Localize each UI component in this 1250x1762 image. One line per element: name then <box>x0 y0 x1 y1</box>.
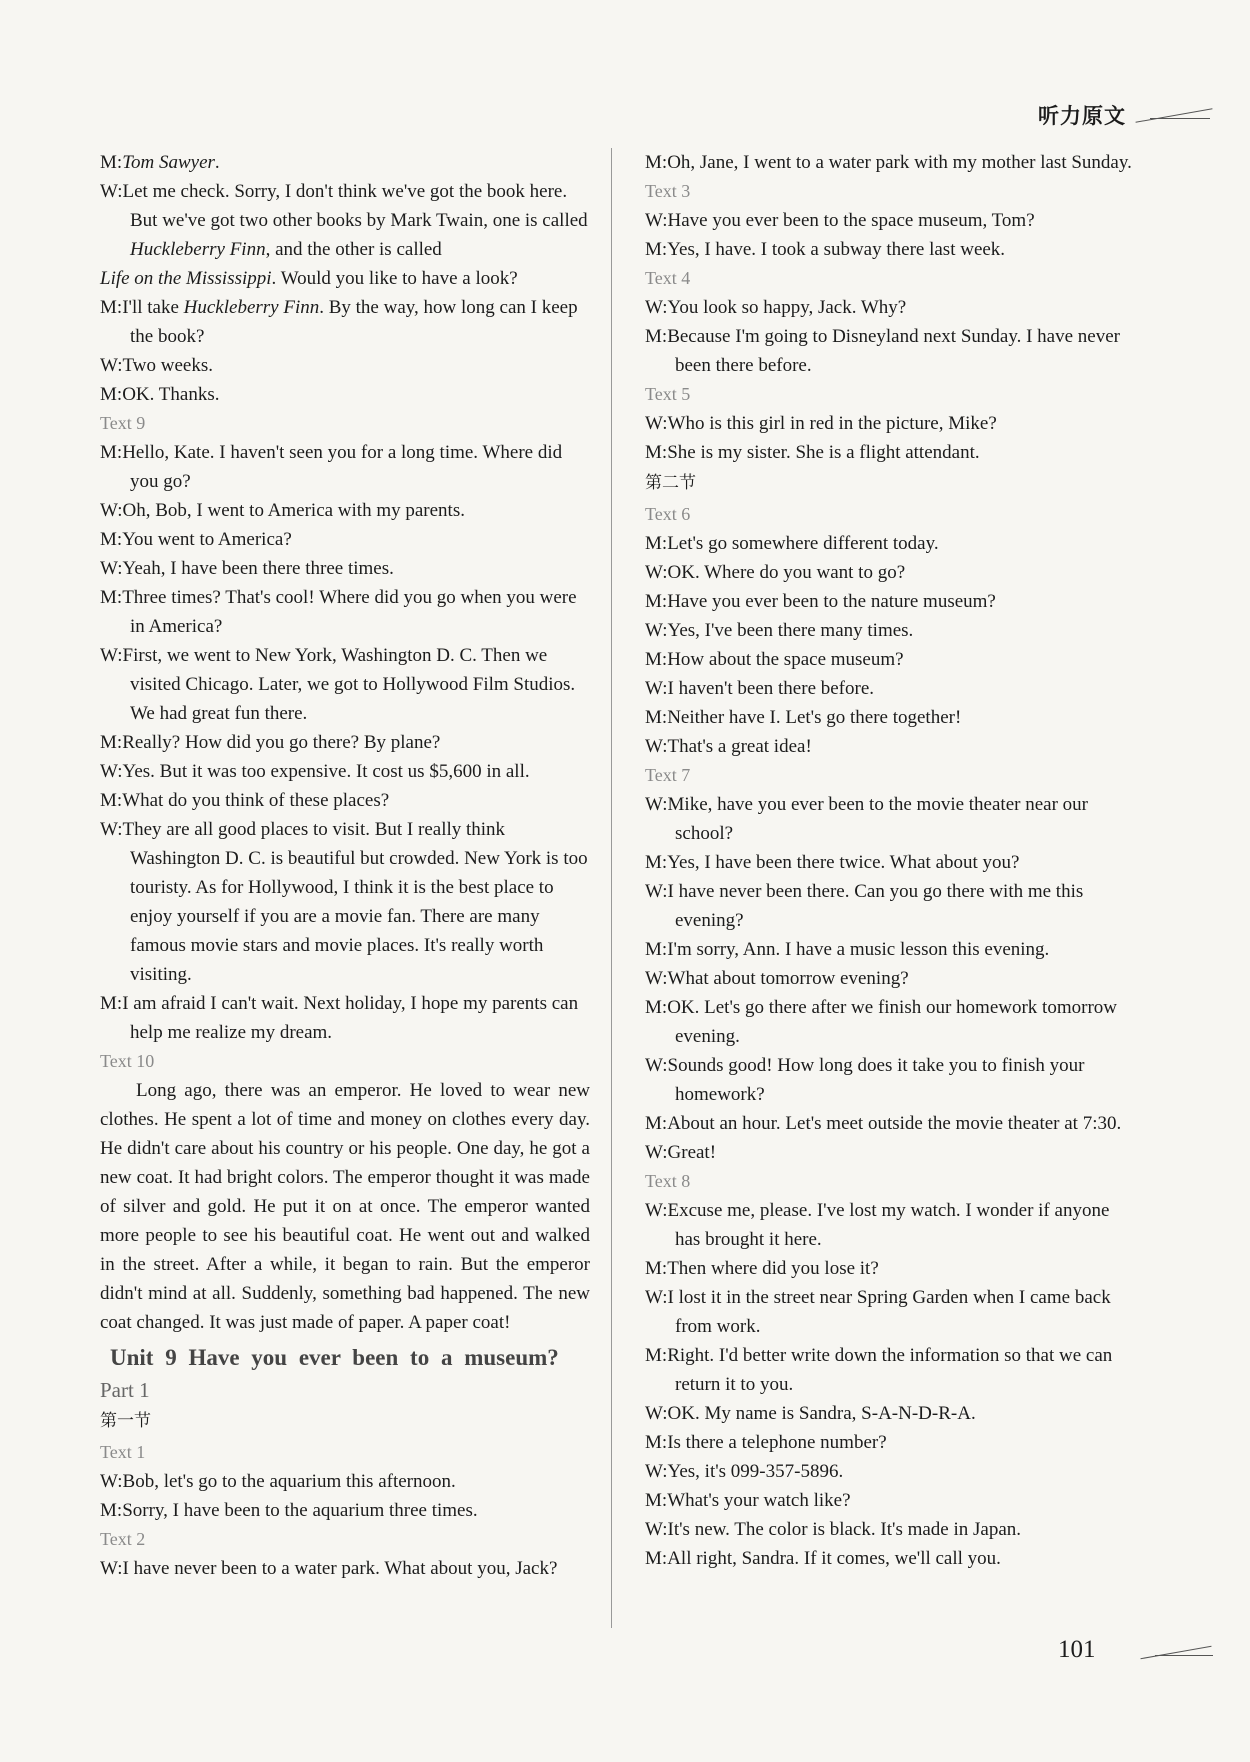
dialogue-line <box>645 558 1135 587</box>
dialogue-line <box>100 264 590 293</box>
dialogue-line <box>645 1341 1135 1399</box>
speaker-label: M: <box>100 529 123 550</box>
dialogue-line <box>645 616 1135 645</box>
dialogue-line <box>645 1254 1135 1283</box>
speaker-label: W: <box>645 678 668 699</box>
line-text-after: . By the way, how long can I keep the book? <box>130 297 578 347</box>
line-text: Who is this girl in red in the picture, Mike? <box>667 413 997 434</box>
line-text: OK. Let's go there after we finish our homework tomorrow evening. <box>667 997 1117 1047</box>
line-text: Yes, it's 099-357-5896. <box>667 1461 844 1482</box>
dialogue-line <box>100 148 590 177</box>
dialogue-line <box>645 1138 1135 1167</box>
dialogue-line <box>645 235 1135 264</box>
line-text: How about the space museum? <box>667 649 904 670</box>
text2-dialogue-tail <box>645 148 1135 177</box>
speaker-label: W: <box>645 297 668 318</box>
line-text: OK. Thanks. <box>122 384 220 405</box>
line-text: Oh, Bob, I went to America with my parents. <box>122 500 465 521</box>
line-text: You went to America? <box>122 529 292 550</box>
dialogue-line <box>645 1109 1135 1138</box>
dialogue-line <box>645 322 1135 380</box>
text7-label: Text 7 <box>645 765 691 785</box>
text8-label: Text 8 <box>645 1171 691 1191</box>
text8-dialogue-tail <box>100 148 590 409</box>
unit-title: Unit 9 Have you ever been to a museum? <box>110 1345 559 1370</box>
dialogue-line <box>100 293 590 351</box>
speaker-label: M: <box>645 152 668 173</box>
dialogue-line <box>645 790 1135 848</box>
line-text: Neither have I. Let's go there together! <box>667 707 962 728</box>
speaker-label: W: <box>645 1055 668 1076</box>
line-text: Is there a telephone number? <box>667 1432 887 1453</box>
section-label-1: 第一节 <box>100 1411 151 1431</box>
speaker-label: M: <box>645 239 668 260</box>
line-text: I haven't been there before. <box>667 678 875 699</box>
text6-dialogue <box>645 529 1135 761</box>
line-text: She is my sister. She is a flight attendant. <box>667 442 980 463</box>
speaker-label: M: <box>645 939 668 960</box>
speaker-label: W: <box>100 819 123 840</box>
dialogue-line <box>645 935 1135 964</box>
speaker-label: W: <box>645 1287 668 1308</box>
line-text: I am afraid I can't wait. Next holiday, I hope my parents can help me realize my dream. <box>122 993 579 1043</box>
dialogue-line <box>645 1457 1135 1486</box>
dialogue-line <box>100 380 590 409</box>
line-text: What do you think of these places? <box>122 790 390 811</box>
dialogue-line <box>100 786 590 815</box>
dialogue-line <box>100 496 590 525</box>
text4-dialogue <box>645 293 1135 380</box>
speaker-label: W: <box>100 558 123 579</box>
dialogue-line <box>645 1051 1135 1109</box>
line-text: Really? How did you go there? By plane? <box>122 732 441 753</box>
line-text: OK. My name is Sandra, S-A-N-D-R-A. <box>667 1403 976 1424</box>
line-text: Let me check. Sorry, I don't think we've got the book here. But we've got two other books by Mark Twain, one is called <box>122 181 588 231</box>
dialogue-line <box>100 525 590 554</box>
speaker-label: W: <box>100 355 123 376</box>
dialogue-line <box>645 732 1135 761</box>
section-label-2: 第二节 <box>645 473 696 493</box>
speaker-label: W: <box>645 794 668 815</box>
book-title: Huckleberry Finn <box>183 297 320 318</box>
left-column <box>100 148 590 1583</box>
dialogue-line <box>100 351 590 380</box>
speaker-label: M: <box>645 852 668 873</box>
dialogue-line <box>645 993 1135 1051</box>
speaker-label: M: <box>645 649 668 670</box>
dialogue-line <box>645 674 1135 703</box>
dialogue-line <box>100 1554 590 1583</box>
text4-label: Text 4 <box>645 268 691 288</box>
line-text: They are all good places to visit. But I really think Washington D. C. is beautiful but crowded. New York is too touristy. As for Hollywood, I think it is the best place to enjoy yourself if you are a movie fan. There are many famous movie stars and movie places. It's really worth visiting. <box>122 819 588 985</box>
text1-dialogue <box>100 1467 590 1525</box>
line-text: Yes, I have been there twice. What about you? <box>667 852 1020 873</box>
speaker-label: M: <box>100 442 123 463</box>
speaker-label: W: <box>100 1471 123 1492</box>
line-text: Sounds good! How long does it take you to finish your homework? <box>667 1055 1085 1105</box>
line-text: About an hour. Let's meet outside the movie theater at 7:30. <box>667 1113 1122 1134</box>
speaker-label: M: <box>100 790 123 811</box>
line-text: Yes. But it was too expensive. It cost us $5,600 in all. <box>122 761 530 782</box>
line-text: Have you ever been to the space museum, Tom? <box>667 210 1035 231</box>
speaker-label: W: <box>100 645 123 666</box>
speaker-label: M: <box>645 707 668 728</box>
part-label: Part 1 <box>100 1378 150 1402</box>
line-text: You look so happy, Jack. Why? <box>667 297 907 318</box>
text3-dialogue <box>645 206 1135 264</box>
dialogue-line <box>645 148 1135 177</box>
dialogue-line <box>645 438 1135 467</box>
text3-label: Text 3 <box>645 181 691 201</box>
line-text: Excuse me, please. I've lost my watch. I wonder if anyone has brought it here. <box>667 1200 1110 1250</box>
dialogue-line <box>645 1283 1135 1341</box>
speaker-label: M: <box>645 326 668 347</box>
text2-dialogue <box>100 1554 590 1583</box>
speaker-label: M: <box>645 591 668 612</box>
speaker-label: W: <box>645 736 668 757</box>
line-text: That's a great idea! <box>667 736 812 757</box>
text5-dialogue <box>645 409 1135 467</box>
line-text: I have never been to a water park. What about you, Jack? <box>122 1558 558 1579</box>
text7-dialogue <box>645 790 1135 1167</box>
speaker-label: W: <box>100 181 123 202</box>
line-text-after: . <box>214 152 220 173</box>
speaker-label: M: <box>645 1490 668 1511</box>
right-column <box>645 148 1135 1573</box>
line-text: What's your watch like? <box>667 1490 851 1511</box>
speaker-label: W: <box>100 1558 123 1579</box>
dialogue-line <box>100 177 590 264</box>
text10-label: Text 10 <box>100 1051 155 1071</box>
speaker-label: W: <box>645 1142 668 1163</box>
header-rule-flat <box>1150 118 1210 119</box>
header-rule <box>1136 108 1213 123</box>
dialogue-line <box>100 583 590 641</box>
speaker-label: M: <box>100 152 123 173</box>
speaker-label: W: <box>645 1519 668 1540</box>
text10-paragraph: Long ago, there was an emperor. He loved to wear new clothes. He spent a lot of time and money on clothes every day. He didn't care about his country or his people. One day, he got a new coat. It had bright colors. The emperor thought it was made of silver and gold. He put it on at once. The emperor wanted more people to see his beautiful coat. He went out and walked in the street. After a while, it began to rain. But the emperor didn't mind at all. Suddenly, something bad happened. The new coat changed. It was just made of paper. A paper coat! <box>100 1080 590 1333</box>
speaker-label: M: <box>100 732 123 753</box>
line-text: I'm sorry, Ann. I have a music lesson this evening. <box>667 939 1050 960</box>
dialogue-line <box>645 964 1135 993</box>
line-text: I lost it in the street near Spring Garden when I came back from work. <box>667 1287 1111 1337</box>
dialogue-line <box>100 554 590 583</box>
dialogue-line <box>100 815 590 989</box>
line-text: Then where did you lose it? <box>667 1258 879 1279</box>
line-text: First, we went to New York, Washington D. C. Then we visited Chicago. Later, we got to Hollywood Film Studios. We had great fun there. <box>122 645 576 724</box>
dialogue-line <box>645 877 1135 935</box>
speaker-label: M: <box>100 297 123 318</box>
speaker-label: M: <box>645 1548 668 1569</box>
line-text: Yeah, I have been there three times. <box>122 558 394 579</box>
dialogue-line <box>100 1467 590 1496</box>
speaker-label: W: <box>645 968 668 989</box>
dialogue-line <box>100 641 590 728</box>
speaker-label: M: <box>100 1500 123 1521</box>
text9-label: Text 9 <box>100 413 146 433</box>
dialogue-line <box>645 1196 1135 1254</box>
dialogue-line <box>645 1399 1135 1428</box>
book-title: Huckleberry Finn <box>130 239 266 260</box>
text2-label: Text 2 <box>100 1529 146 1549</box>
dialogue-line <box>645 848 1135 877</box>
line-text: Great! <box>667 1142 717 1163</box>
speaker-label: W: <box>645 210 668 231</box>
dialogue-line <box>645 293 1135 322</box>
line-text: OK. Where do you want to go? <box>667 562 906 583</box>
speaker-label: M: <box>100 587 123 608</box>
column-divider <box>611 148 612 1628</box>
dialogue-line <box>645 1515 1135 1544</box>
dialogue-line <box>645 703 1135 732</box>
dialogue-line <box>645 529 1135 558</box>
line-text: Sorry, I have been to the aquarium three times. <box>122 1500 478 1521</box>
dialogue-line <box>100 1496 590 1525</box>
footer-rule <box>1140 1646 1211 1659</box>
speaker-label: M: <box>645 1113 668 1134</box>
speaker-label: W: <box>645 1461 668 1482</box>
speaker-label: M: <box>645 1345 668 1366</box>
line-text: Right. I'd better write down the information so that we can return it to you. <box>667 1345 1113 1395</box>
speaker-label: W: <box>100 761 123 782</box>
line-text: I'll take <box>122 297 184 318</box>
dialogue-line <box>645 206 1135 235</box>
line-text-after: , and the other is called <box>265 239 442 260</box>
line-text: Because I'm going to Disneyland next Sunday. I have never been there before. <box>667 326 1120 376</box>
speaker-label: W: <box>645 413 668 434</box>
dialogue-line <box>645 1428 1135 1457</box>
speaker-label: M: <box>645 1258 668 1279</box>
line-text: Two weeks. <box>122 355 213 376</box>
speaker-label: W: <box>645 1403 668 1424</box>
line-text: Three times? That's cool! Where did you go when you were in America? <box>122 587 577 637</box>
line-text: Yes, I've been there many times. <box>667 620 914 641</box>
speaker-label: W: <box>645 620 668 641</box>
text6-label: Text 6 <box>645 504 691 524</box>
dialogue-line <box>100 728 590 757</box>
line-text: It's new. The color is black. It's made in Japan. <box>667 1519 1022 1540</box>
speaker-label: W: <box>645 562 668 583</box>
speaker-label: M: <box>645 997 668 1018</box>
line-text: I have never been there. Can you go there with me this evening? <box>667 881 1084 931</box>
speaker-label: M: <box>100 993 123 1014</box>
page-header-title: 听力原文 <box>1038 104 1126 128</box>
line-text: Bob, let's go to the aquarium this afternoon. <box>122 1471 456 1492</box>
speaker-label: M: <box>645 1432 668 1453</box>
text8-dialogue <box>645 1196 1135 1573</box>
speaker-label: M: <box>100 384 123 405</box>
text9-dialogue <box>100 438 590 1047</box>
dialogue-line <box>645 587 1135 616</box>
footer-rule-flat <box>1155 1655 1213 1656</box>
dialogue-line <box>645 1486 1135 1515</box>
line-text-after: . Would you like to have a look? <box>271 268 518 289</box>
book-title: Tom Sawyer <box>122 152 215 173</box>
speaker-label: W: <box>100 500 123 521</box>
dialogue-line <box>645 1544 1135 1573</box>
speaker-label: M: <box>645 533 668 554</box>
speaker-label: W: <box>645 1200 668 1221</box>
line-text: What about tomorrow evening? <box>667 968 909 989</box>
text5-label: Text 5 <box>645 384 691 404</box>
text1-label: Text 1 <box>100 1442 146 1462</box>
line-text: Yes, I have. I took a subway there last week. <box>667 239 1006 260</box>
line-text: Hello, Kate. I haven't seen you for a long time. Where did you go? <box>122 442 563 492</box>
line-text: Let's go somewhere different today. <box>667 533 939 554</box>
dialogue-line <box>645 645 1135 674</box>
dialogue-line <box>100 989 590 1047</box>
dialogue-line <box>645 409 1135 438</box>
line-text: All right, Sandra. If it comes, we'll call you. <box>667 1548 1001 1569</box>
line-text: Have you ever been to the nature museum? <box>667 591 996 612</box>
dialogue-line <box>100 438 590 496</box>
book-title: Life on the Mississippi <box>100 268 272 289</box>
line-text: Mike, have you ever been to the movie theater near our school? <box>667 794 1088 844</box>
page-number: 101 <box>1058 1636 1096 1663</box>
line-text: Oh, Jane, I went to a water park with my mother last Sunday. <box>667 152 1132 173</box>
dialogue-line <box>100 757 590 786</box>
speaker-label: M: <box>645 442 668 463</box>
speaker-label: W: <box>645 881 668 902</box>
